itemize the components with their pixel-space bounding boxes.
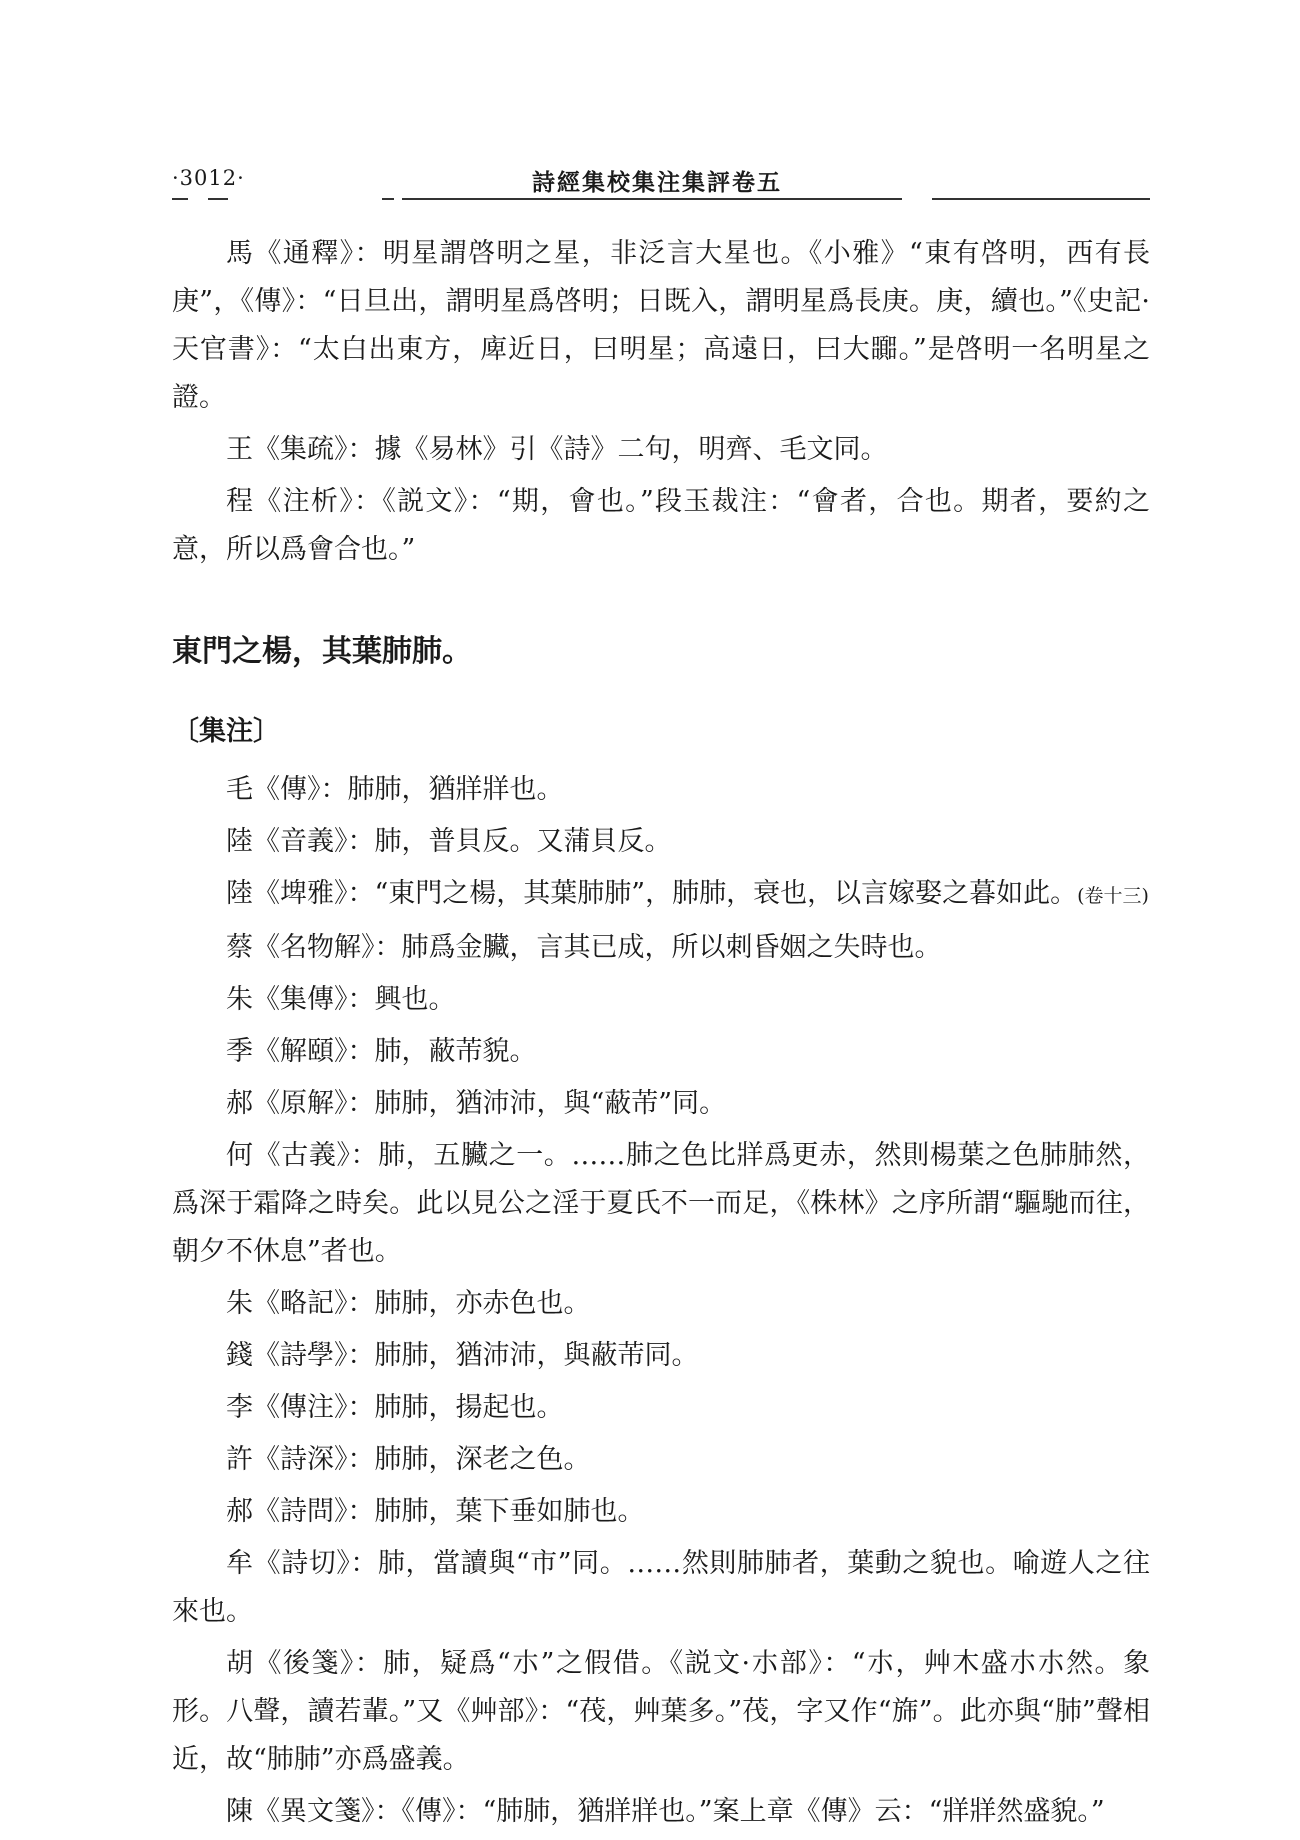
commentary-paragraph: 馬《通釋》：明星謂啓明之星，非泛言大星也。《小雅》“東有啓明，西有長庚”，《傳》：“日旦出，謂明星爲啓明；日既入，謂明星爲長庚。庚，續也。”《史記·天官書》：“太白出東方，庳近日，曰明星；高遠日，曰大嚻。”是啓明一名明星之證。 [172, 238, 1150, 413]
commentary-paragraph: 王《集疏》：據《易林》引《詩》二句，明齊、毛文同。 [226, 434, 888, 465]
annotation-text: 朱《集傳》：興也。 [226, 984, 456, 1015]
page-body [172, 230, 1150, 1840]
page-header [172, 160, 1150, 200]
annotation-text: 牟《詩切》：肺，當讀與“市”同。……然則肺肺者，葉動之貌也。喻遊人之往來也。 [172, 1548, 1150, 1627]
header-rule [932, 198, 1150, 200]
annotation-text: 許《詩深》：肺肺，深老之色。 [226, 1444, 591, 1475]
annotation-text: 陸《埤雅》：“東門之楊，其葉肺肺”，肺肺，衰也，以言嫁娶之暮如此。 [226, 878, 1078, 909]
annotation-entry [172, 976, 1150, 1024]
annotation-entry [172, 818, 1150, 866]
annotation-entry [172, 1488, 1150, 1536]
annotation-text: 陸《音義》：肺，普貝反。又蒲貝反。 [226, 826, 672, 857]
annotation-entry [172, 1332, 1150, 1380]
notes-list [172, 766, 1150, 1836]
annotation-text: 錢《詩學》：肺肺，猶沛沛，與蔽芾同。 [226, 1340, 699, 1371]
running-title: 詩經集校集注集評卷五 [532, 169, 782, 196]
annotation-text: 胡《後箋》：肺，疑爲“朩”之假借。《説文·朩部》：“朩，艸木盛朩朩然。象形。八聲，讀若輩。”又《艸部》：“茷，艸葉多。”茷，字又作“旆”。此亦與“肺”聲相近，故“肺肺”亦爲盛義。 [172, 1648, 1150, 1775]
annotation-text: 毛《傳》：肺肺，猶牂牂也。 [226, 774, 564, 805]
verse-heading: 東門之楊，其葉肺肺。 [172, 634, 472, 669]
annotation-entry [172, 1028, 1150, 1076]
annotation-entry [172, 870, 1150, 920]
annotation-text: 何《古義》：肺，五臟之一。……肺之色比牂爲更赤，然則楊葉之色肺肺然，爲深于霜降之時矣。此以見公之淫于夏氏不一而足，《株林》之序所謂“驅馳而往，朝夕不休息”者也。 [172, 1140, 1150, 1267]
volume-note: (卷十三) [1077, 885, 1149, 907]
annotation-entry [172, 1132, 1150, 1276]
annotation-text: 郝《詩問》：肺肺，葉下垂如肺也。 [226, 1496, 645, 1527]
commentary-paragraph: 程《注析》：《説文》：“期，會也。”段玉裁注：“會者，合也。期者，要約之意，所以爲會合也。” [172, 486, 1150, 565]
annotation-text: 朱《略記》：肺肺，亦赤色也。 [226, 1288, 591, 1319]
annotation-text: 季《解頤》：肺，蔽芾貌。 [226, 1036, 537, 1067]
annotation-entry [172, 1640, 1150, 1784]
annotation-entry [172, 1436, 1150, 1484]
header-rule [208, 198, 228, 200]
annotation-entry [172, 1384, 1150, 1432]
annotation-entry [172, 1788, 1150, 1836]
header-rule [402, 198, 902, 200]
annotation-entry [172, 1080, 1150, 1128]
annotation-entry [172, 1540, 1150, 1636]
annotation-text: 郝《原解》：肺肺，猶沛沛，與“蔽芾”同。 [226, 1088, 727, 1119]
annotation-text: 陳《異文箋》：《傳》：“肺肺，猶牂牂也。”案上章《傳》云：“牂牂然盛貌。” [226, 1796, 1105, 1827]
header-rule [172, 198, 188, 200]
header-rule [382, 198, 394, 200]
page-number: ·3012· [172, 166, 245, 190]
annotation-text: 李《傳注》：肺肺，揚起也。 [226, 1392, 564, 1423]
annotation-entry [172, 1280, 1150, 1328]
annotation-entry [172, 766, 1150, 814]
section-label: 〔集注〕 [172, 716, 280, 747]
annotation-text: 蔡《名物解》：肺爲金臟，言其已成，所以刺昏姻之失時也。 [226, 932, 942, 963]
annotation-entry [172, 924, 1150, 972]
